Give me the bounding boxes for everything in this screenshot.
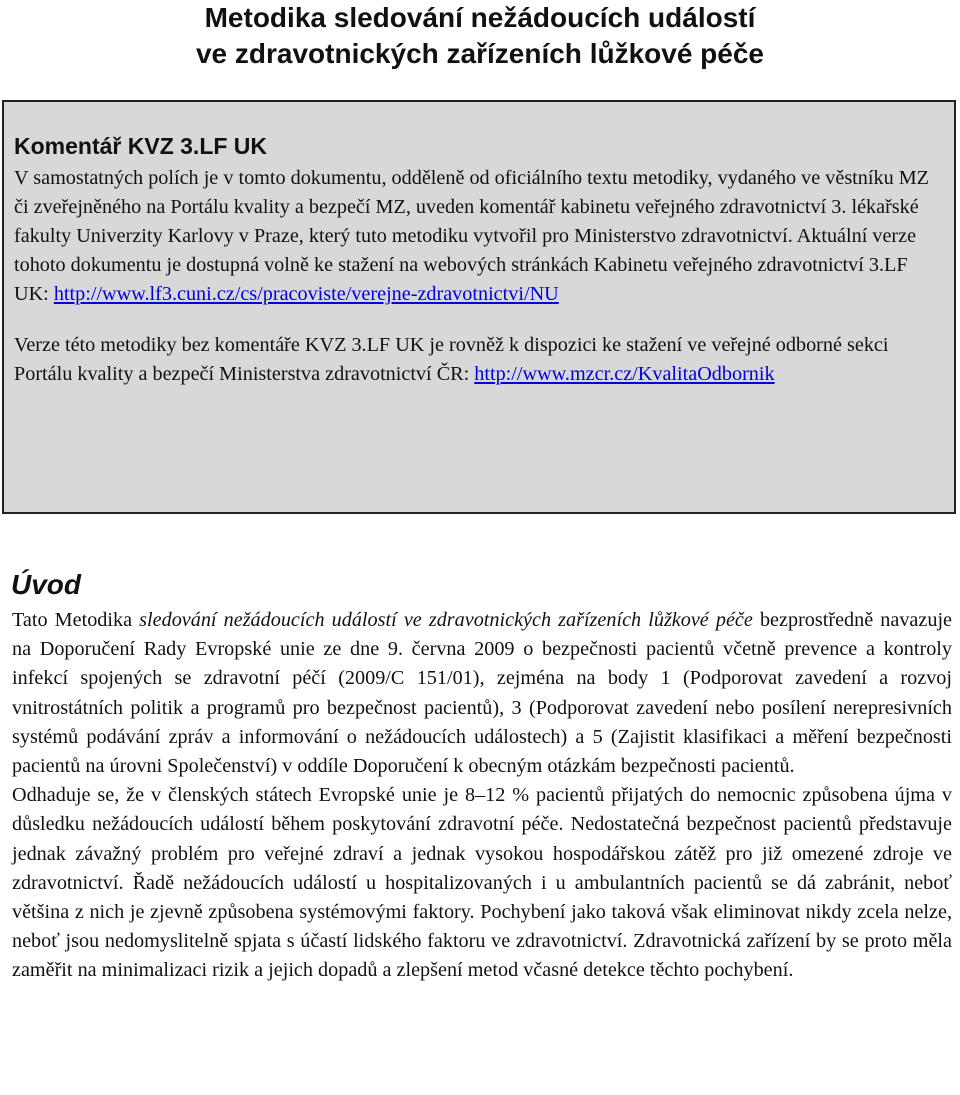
comment-box <box>2 100 956 514</box>
comment-paragraph-1 <box>14 164 944 309</box>
document-title-line-2: ve zdravotnických zařízeních lůžkové péče <box>195 38 764 69</box>
comment-paragraph-1-text: V samostatných polích je v tomto dokumentu, odděleně od oficiálního textu metodiky, vydaného ve věstníku MZ či zveřejněného na Portálu kvality a bezpečí MZ, uveden komentář kabinetu veřejného zdravotnictví 3. lékařské fakulty Univerzity Karlovy v Praze, který tuto metodiku vytvořil pro Ministerstvo zdravotnictví. Aktuální verze tohoto dokumentu je dostupná volně ke stažení na webových stránkách Kabinetu veřejného zdravotnictví 3.LF UK: <box>14 167 930 305</box>
intro-paragraph-1 <box>12 606 952 781</box>
mzcr-portal-link[interactable]: http://www.mzcr.cz/KvalitaOdbornik <box>474 363 775 385</box>
intro-paragraph-1-rest: bezprostředně navazuje na Doporučení Rady Evropské unie ze dne 9. června 2009 o bezpečnosti pacientů včetně prevence a kontroly infekcí spojených se zdravotní péčí (2009/C 151/01), zejména na body 1 (Podporovat zavedení a rozvoj vnitrostátních politik a programů pro bezpečnost pacientů), 3 (Podporovat zavedení nebo posílení nerepresivních systémů podávání zpráv a informování o nežádoucích událostech) a 5 (Zajistit klasifikaci a měření bezpečnosti pacientů na úrovni Společenství) v oddíle Doporučení k obecným otázkám bezpečnosti pacientů. <box>12 609 953 778</box>
document-title-line-1: Metodika sledování nežádoucích událostí <box>204 2 756 33</box>
intro-paragraph-1-start: Tato Metodika <box>12 609 140 631</box>
intro-paragraph-1-italic: sledování nežádoucích událostí ve zdravotnických zařízeních lůžkové péče <box>139 609 753 631</box>
intro-paragraph-2: Odhaduje se, že v členských státech Evropské unie je 8–12 % pacientů přijatých do nemocnic způsobena újma v důsledku nežádoucích událostí během poskytování zdravotní péče. Nedostatečná bezpečnost pacientů představuje jednak závažný problém pro veřejné zdraví a jednak vysokou hospodářskou zátěž pro již omezené zdroje ve zdravotnictví. Řadě nežádoucích událostí u hospitalizovaných i u ambulantních pacientů se dá zabránit, neboť většina z nich je zjevně způsobena systémovými faktory. Pochybení jako taková však eliminovat nikdy zcela nelze, neboť jsou nedomyslitelně spjata s účastí lidského faktoru ve zdravotnictví. Zdravotnická zařízení by se proto měla zaměřit na minimalizaci rizik a jejich dopadů a zlepšení metod včasné detekce těchto pochybení. <box>12 784 952 982</box>
intro-body <box>12 606 952 986</box>
intro-heading: Úvod <box>11 569 81 600</box>
document-title <box>0 0 960 72</box>
comment-paragraph-2 <box>14 331 944 389</box>
kvz-website-link[interactable]: http://www.lf3.cuni.cz/cs/pracoviste/verejne-zdravotnictvi/NU <box>53 283 559 305</box>
comment-heading: Komentář KVZ 3.LF UK <box>14 133 268 159</box>
comment-paragraph-2-text: Verze této metodiky bez komentáře KVZ 3.LF UK je rovněž k dispozici ke stažení ve veřejné odborné sekci Portálu kvality a bezpečí Ministerstva zdravotnictví ČR: <box>14 334 889 385</box>
